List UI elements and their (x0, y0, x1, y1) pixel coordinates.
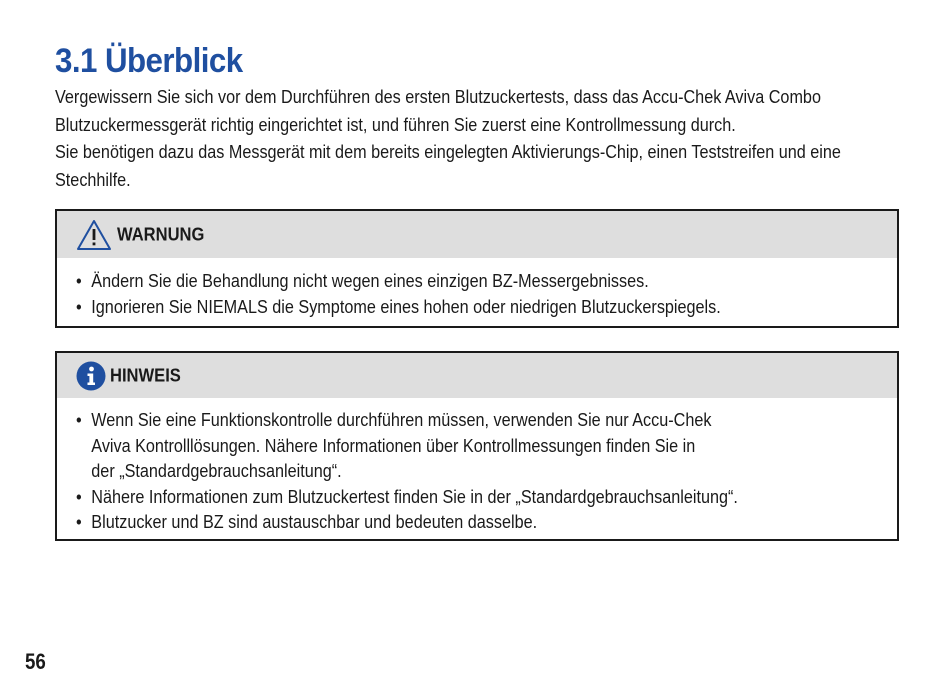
page-number: 56 (25, 649, 46, 674)
hint-box (55, 351, 899, 541)
intro-text (55, 84, 841, 194)
warning-list (76, 269, 886, 320)
warning-header (57, 211, 897, 258)
warning-box (55, 209, 899, 328)
section-title: 3.1 Überblick (55, 42, 243, 80)
intro-paragraph: Sie benötigen dazu das Messgerät mit dem bereits eingelegten Aktivierungs-Chip, einen Teststreifen und eine Stechhilfe. (55, 142, 841, 190)
hint-item: • Wenn Sie eine Funktionskontrolle durchführen müssen, verwenden Sie nur Accu-Chek Aviva Kontrolllösungen. Nähere Informationen über Kontrollmessungen finden Sie in der „Standardgebrauchsanleitung“. (76, 408, 721, 485)
warning-item: • Ändern Sie die Behandlung nicht wegen eines einzigen BZ-Messergebnisses. (76, 269, 886, 295)
hint-item: • Blutzucker und BZ sind austauschbar und bedeuten dasselbe. (76, 510, 886, 536)
intro-paragraph: Vergewissern Sie sich vor dem Durchführen des ersten Blutzuckertests, dass das Accu-Chek Aviva Combo Blutzuckermessgerät richtig eingerichtet ist, und führen Sie zuerst eine Kontrollmessung durch. (55, 87, 821, 135)
hint-label: HINWEIS (110, 365, 181, 385)
hint-list (76, 408, 886, 536)
hint-item: • Nähere Informationen zum Blutzuckertest finden Sie in der „Standardgebrauchsanleitung“. (76, 485, 886, 511)
hint-header (57, 353, 897, 398)
warning-label: WARNUNG (117, 224, 205, 244)
warning-item: • Ignorieren Sie NIEMALS die Symptome eines hohen oder niedrigen Blutzuckerspiegels. (76, 295, 886, 321)
warning-triangle-icon (76, 219, 112, 251)
info-circle-icon (76, 361, 106, 391)
